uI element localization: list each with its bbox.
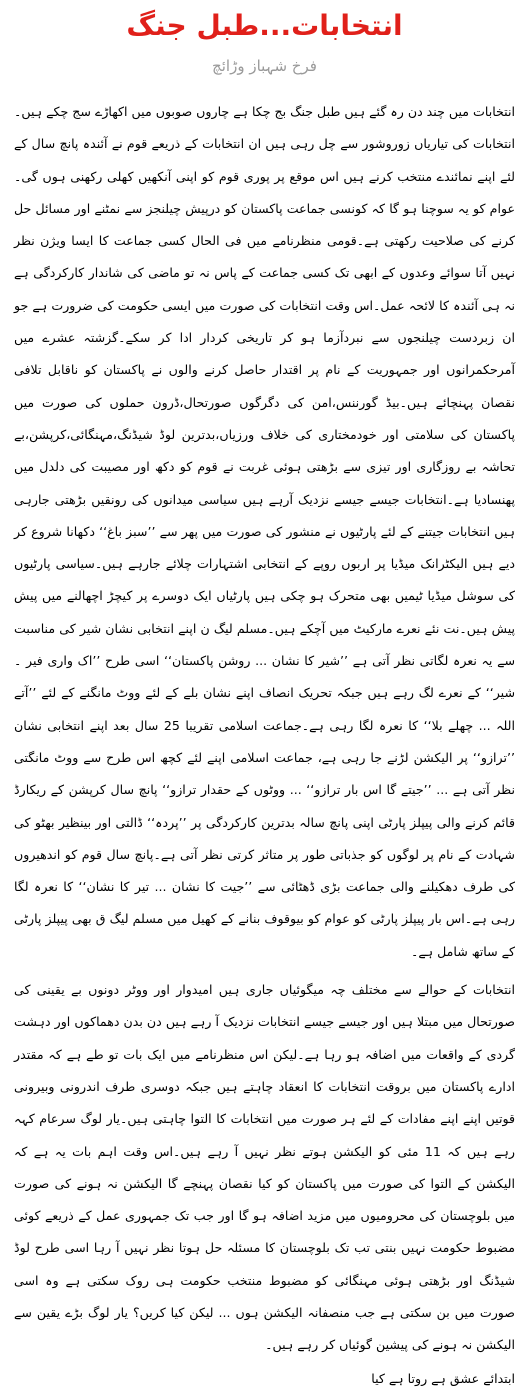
article-title: انتخابات...طبل جنگ (126, 9, 403, 42)
article-paragraph: انتخابات میں چند دن رہ گئے ہیں طبل جنگ بج چکا ہے چاروں صوبوں میں اکھاڑے سج چکے ہیں۔انتخابات کی تیاریاں زوروشور سے چل رہی ہیں ان انتخابات کے ذریعے قوم نے آئندہ پانچ سال کے لئے اپنے نمائندے منتخب کرنے ہیں اس موقع پر پوری قوم کو اپنی آنکھیں کھلی رکھنی ہوں گی۔عوام کو یہ سوچنا ہو گا کہ کونسی جماعت پاکستان کو درپیش چیلنجز سے نمٹنے اور مسائل حل کرنے کی صلاحیت رکھتی ہے۔قومی منظرنامے میں فی الحال کسی جماعت کا ایسا ویژن نظر نہیں آتا سوائے وعدوں کے ابھی تک کسی جماعت کے پاس نہ تو ماضی کی شاندار کارکردگی ہے نہ ہی آئندہ کا لائحہ عمل۔اس وقت انتخابات کی صورت میں ایسی حکومت کی ضرورت ہے جو ان زبردست چیلنجوں سے نبردآزما ہو کر تاریخی کردار ادا کر سکے۔گزشتہ عشرے میں آمرحکمرانوں اور جمہوریت کے نام پر اقتدار حاصل کرنے والوں نے پاکستان کو ناقابل تلافی نقصان پہنچائے ہیں۔بیڈ گورننس،امن کی دگرگوں صورتحال،ڈرون حملوں کی صورت میں پاکستان کی سلامتی اور خودمختاری کی خلاف ورزیاں،بدترین لوڈ شیڈنگ،مہنگائی،کرپشن،بے تحاشہ بے روزگاری اور تیزی سے بڑھتی ہوئی غربت نے قوم کو دکھ اور مصیبت کی دلدل میں پھنسادیا ہے۔انتخابات جیسے جیسے نزدیک آرہے ہیں سیاسی میدانوں کی رونقیں بڑھتی جارہی ہیں انتخابات جیتنے کے لئے پارٹیوں نے منشور کی صورت میں پھر سے ’’سبز باغ‘‘ دکھانا شروع کر دیے ہیں الیکٹرانک میڈیا پر اربوں روپے کے انتخابی اشتہارات چلائے جارہے ہیں۔سیاسی پارٹیوں کی سوشل میڈیا ٹیمیں بھی متحرک ہو چکی ہیں پارٹیاں ایک دوسرے پر کیچڑ اچھالنے میں پیش پیش ہیں۔نت نئے نعرے مارکیٹ میں آچکے ہیں۔مسلم لیگ ن اپنے انتخابی نشان شیر کی مناسبت سے یہ نعرہ لگاتی نظر آتی ہے ’’شیر کا نشان ... روشن پاکستان‘‘ اسی طرح ’’اک واری فیر ۔ شیر‘‘ کے نعرے لگ رہے ہیں جبکہ تحریک انصاف اپنے نشان بلے کے لئے ووٹ مانگنے کے لئے ’’آتے اللہ ... چھلے بلا‘‘ کا نعرہ لگا رہی ہے۔جماعت اسلامی تقریبا 25 سال بعد اپنے انتخابی نشان ’’ترازو‘‘ پر الیکشن لڑنے جا رہی ہے، جماعت اسلامی اپنے لئے کچھ اس طرح سے ووٹ مانگتی نظر آتی ہے ... ’’جیتے گا اس بار ترازو‘‘ ... ووٹوں کے حقدار ترازو‘‘ پانچ سال کرپشن کے ریکارڈ قائم کرنے والی پیپلز پارٹی اپنی پانچ سالہ بدترین کارکردگی پر ’’پردہ‘‘ ڈالتی اور بینظیر بھٹو کی شہادت کے نام پر لوگوں کو جذباتی طور پر متاثر کرتی نظر آتی ہے۔پانچ سال قوم کو اندھیروں کی طرف دھکیلنے والی جماعت بڑی ڈھٹائی سے ’’جیت کا نشان ... تیر کا نشان‘‘ کا نعرہ لگا رہی ہے۔اس بار پیپلز پارٹی کو عوام کو بیوقوف بنانے کے کھیل میں مسلم لیگ ق بھی پیپلز پارٹی کے ساتھ شامل ہے۔ (14, 104, 516, 959)
author-byline: فرخ شہباز وڑائچ (212, 57, 317, 75)
article-paragraph: انتخابات کے حوالے سے مختلف چہ میگوئیاں جاری ہیں امیدوار اور ووٹر دونوں بے یقینی کی صورتحال میں مبتلا ہیں اور جیسے جیسے انتخابات نزدیک آ رہے ہیں دن بدن دھماکوں اور دہشت گردی کے واقعات میں اضافہ ہو رہا ہے۔لیکن اس منظرنامے میں ایک بات تو طے ہے کہ مقتدر ادارے پاکستان میں بروقت انتخابات کا انعقاد چاہتے ہیں جبکہ دوسری طرف اندرونی وبیرونی قوتیں اپنے اپنے مفادات کے لئے ہر صورت میں انتخابات کا التوا چاہتی ہیں۔یار لوگ سرعام کہہ رہے ہیں کہ 11 مئی کو الیکشن ہوتے نظر نہیں آ رہے ہیں۔اس وقت اہم بات یہ ہے کہ الیکشن کے التوا کی صورت میں پاکستان کو کیا نقصان پہنچے گا الیکشن نہ ہونے کی صورت میں بلوچستان کی محرومیوں میں مزید اضافہ ہو گا اور جب تک جمہوری عمل کے ذریعے کوئی مضبوط حکومت نہیں بنتی تب تک بلوچستان کا مسئلہ حل ہوتا نظر نہیں آ رہا اسی طرح لوڈ شیڈنگ اور بڑھتی ہوئی مہنگائی کو مضبوط منتخب حکومت ہی روک سکتی ہے وہ اسی صورت میں بن سکتی ہے جب منصفانہ الیکشن ہوں ... لیکن کیا کریں؟ یار لوگ بڑے یقین سے الیکشن نہ ہونے کی پیشین گوئیاں کر رہے ہیں۔ (14, 982, 515, 1353)
article-body (14, 96, 515, 1362)
closing-verse: ابتدائے عشق ہے روتا ہے کیا (371, 1370, 515, 1386)
